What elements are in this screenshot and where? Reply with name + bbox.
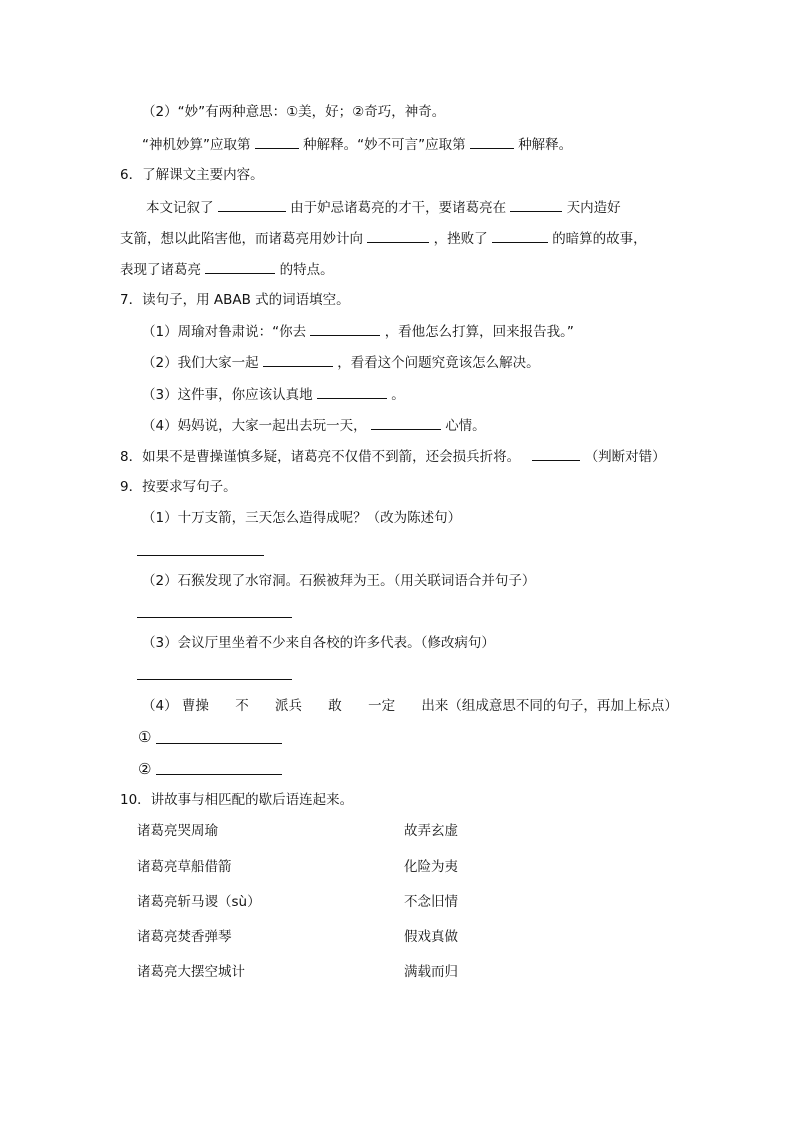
q9-word: 敢 (328, 698, 342, 714)
q7-text: （3）这件事，你应该认真地 (142, 387, 313, 403)
q6-blank-3[interactable] (367, 228, 429, 243)
q9-sentence-4 (142, 696, 678, 716)
q6-text: 本文记叙了 (146, 200, 214, 216)
q6-blank-5[interactable] (205, 259, 275, 274)
q10-left-item[interactable]: 诸葛亮大摆空城计 (137, 964, 245, 980)
q5-fill-a-prefix: “神机妙算”应取第 (142, 137, 251, 153)
q9-word: 不 (235, 698, 249, 714)
q10-left-item[interactable]: 诸葛亮焚香弹琴 (137, 929, 232, 945)
q9-word: 一定 (368, 698, 396, 714)
q7-text: 心情。 (445, 418, 486, 434)
q5-sub2-text: （2）“妙”有两种意思：①美，好；②奇巧，神奇。 (142, 104, 446, 120)
q8-blank[interactable] (532, 446, 580, 461)
q10-left-item[interactable]: 诸葛亮哭周瑜 (137, 823, 218, 839)
q10-left-item[interactable]: 诸葛亮斩马谡（sù） (137, 894, 261, 910)
q10-right-item[interactable]: 不念旧情 (404, 894, 458, 910)
q6-text: ，挫败了 (433, 231, 488, 247)
q9-answer-line-2[interactable] (137, 617, 292, 618)
q5-blank-b[interactable] (470, 134, 514, 149)
q5-blank-a[interactable] (255, 134, 299, 149)
q6-text: 的特点。 (279, 262, 334, 278)
q10-right-item[interactable]: 故弄玄虚 (404, 823, 458, 839)
q10-right-item[interactable]: 化险为夷 (404, 859, 458, 875)
q9-sentence-3: （3）会议厅里坐着不少来自各校的许多代表。（修改病句） (142, 635, 495, 651)
q10-right-item[interactable]: 满载而归 (404, 964, 458, 980)
q10-title: 10．讲故事与相匹配的歇后语连起来。 (120, 792, 354, 808)
q6-text: 由于妒忌诸葛亮的才干，要诸葛亮在 (290, 200, 507, 216)
q5-fill-a-suffix: 种解释。“妙不可言”应取第 (303, 137, 466, 153)
q7-text: （4）妈妈说，大家一起出去玩一天， (142, 418, 367, 434)
q9-title: 9．按要求写句子。 (120, 479, 237, 495)
q6-blank-2[interactable] (510, 197, 562, 212)
q8-text: 8．如果不是曹操谨慎多疑，诸葛亮不仅借不到箭，还会损兵折将。 (120, 449, 521, 465)
q9-answer-line-1[interactable] (137, 555, 264, 556)
q6-blank-4[interactable] (492, 228, 548, 243)
q6-text: 的暗算的故事， (552, 231, 647, 247)
q6-blank-1[interactable] (218, 197, 286, 212)
q10-left-item[interactable]: 诸葛亮草船借箭 (137, 859, 232, 875)
q5-fill-b-suffix: 种解释。 (518, 137, 573, 153)
q7-text: ，看看这个问题究竟该怎么解决。 (337, 355, 540, 371)
q7-sentence-2 (142, 352, 540, 373)
q6-text: 表现了诸葛亮 (120, 262, 201, 278)
q7-blank-2[interactable] (263, 352, 333, 367)
q7-sentence-3 (142, 384, 405, 405)
q9-word: 曹操 (181, 698, 209, 714)
q8-suffix: （判断对错） (584, 449, 666, 465)
q7-text: ，看他怎么打算，回来报告我。” (384, 324, 574, 340)
q6-text: 支箭，想以此陷害他，而诸葛亮用妙计向 (120, 231, 363, 247)
q9-word: 出来 (421, 698, 449, 714)
q9-sentence-1: （1）十万支箭，三天怎么造得成呢？（改为陈述句） (142, 510, 462, 526)
q9-option-1-label: ① (138, 728, 152, 746)
q7-blank-3[interactable] (317, 384, 387, 399)
q6-para-line2 (120, 228, 647, 249)
q7-blank-1[interactable] (310, 321, 380, 336)
q7-title: 7．读句子，用 ABAB 式的词语填空。 (120, 292, 350, 308)
q7-blank-4[interactable] (371, 415, 441, 430)
q6-title: 6．了解课文主要内容。 (120, 167, 264, 183)
q9-option-2-line[interactable] (156, 774, 282, 775)
q9-word: 派兵 (274, 698, 302, 714)
q10-right-item[interactable]: 假戏真做 (404, 929, 458, 945)
q9-sentence-2: （2）石猴发现了水帘洞。石猴被拜为王。（用关联词语合并句子） (142, 573, 536, 589)
q7-sentence-1 (142, 321, 574, 342)
q9-answer-line-3[interactable] (137, 679, 292, 680)
q9-s4-instruction: （组成意思不同的句子，再加上标点） (448, 698, 678, 714)
q5-fill-line (142, 134, 572, 155)
q6-para-line3 (120, 259, 334, 280)
q6-text: 天内造好 (566, 200, 621, 216)
q8-line (120, 446, 666, 467)
q9-s4-label: （4） (142, 698, 178, 714)
q6-para-line1 (146, 197, 621, 218)
q7-text: 。 (391, 387, 405, 403)
q7-text: （1）周瑜对鲁肃说：“你去 (142, 324, 307, 340)
q7-sentence-4 (142, 415, 486, 436)
q7-text: （2）我们大家一起 (142, 355, 259, 371)
q9-option-1-line[interactable] (156, 743, 282, 744)
q9-option-2-label: ② (138, 760, 152, 778)
